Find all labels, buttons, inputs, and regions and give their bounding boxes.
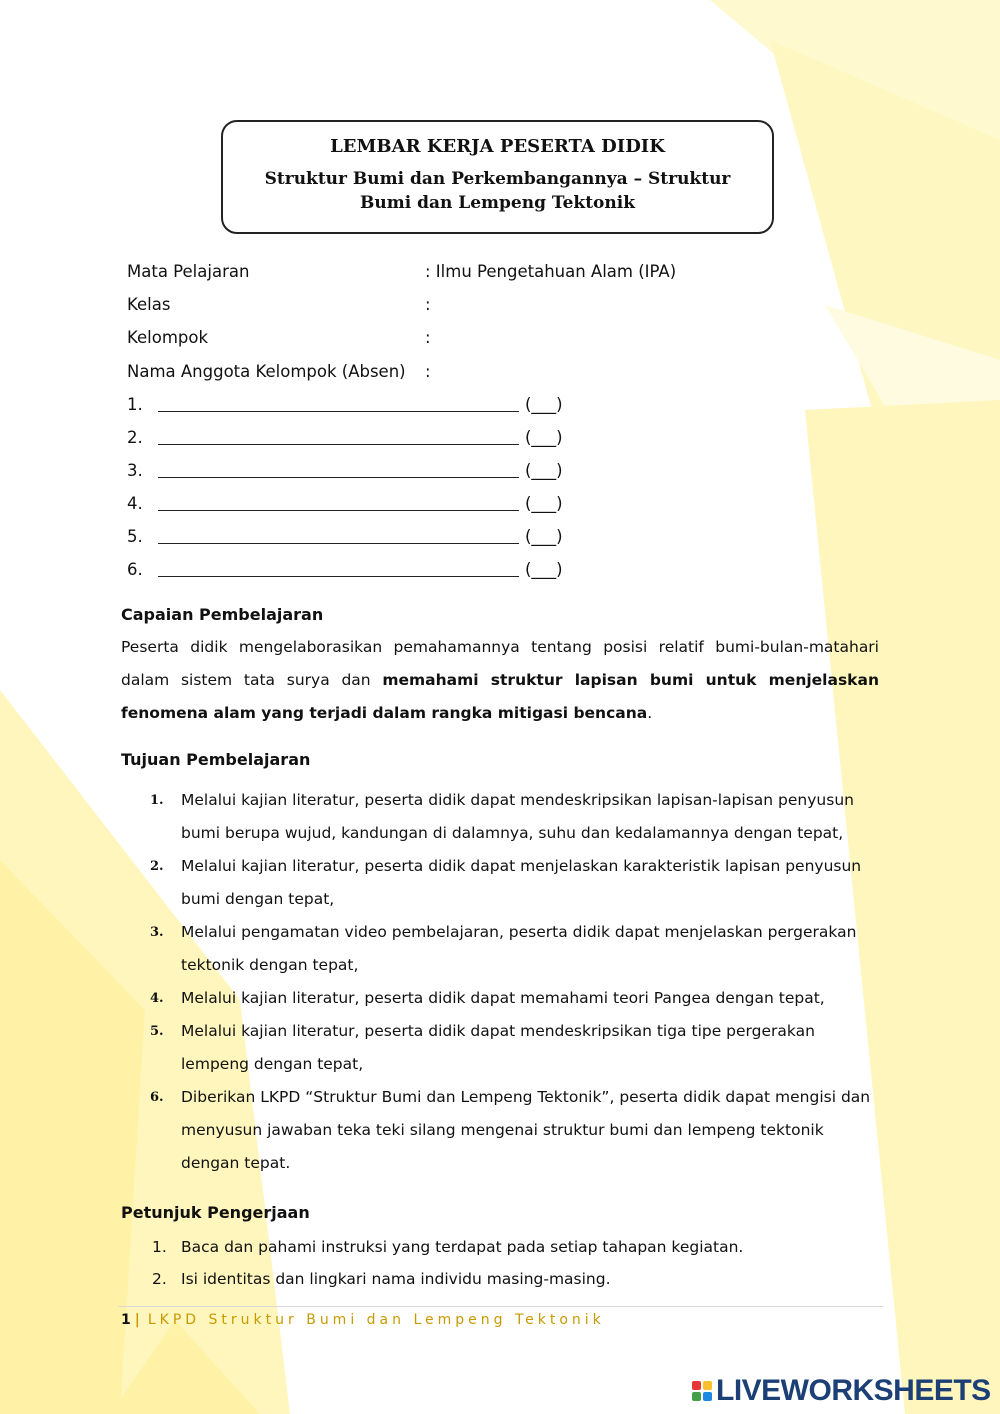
member-name-blank[interactable]	[158, 476, 519, 478]
list-text: Melalui kajian literatur, peserta didik dapat mendeskripsikan tiga tipe pergerakan lempeng dengan tepat,	[181, 1022, 815, 1073]
title-box	[221, 120, 774, 234]
member-absen-blank[interactable]: (___)	[525, 560, 563, 579]
member-number: 4.	[127, 494, 143, 513]
list-text: Baca dan pahami instruksi yang terdapat pada setiap tahapan kegiatan.	[181, 1238, 744, 1256]
member-row	[127, 494, 563, 514]
icon-square	[703, 1381, 712, 1390]
member-row	[127, 560, 563, 580]
member-row	[127, 527, 563, 547]
list-number: 2.	[150, 859, 164, 874]
member-number: 2.	[127, 428, 143, 447]
capaian-heading: Capaian Pembelajaran	[121, 605, 324, 624]
icon-square	[692, 1381, 701, 1390]
identity-row-class	[127, 295, 431, 315]
footer-separator: |	[134, 1312, 140, 1328]
member-number: 3.	[127, 461, 143, 480]
liveworksheets-logo[interactable]	[692, 1374, 991, 1408]
member-number: 5.	[127, 527, 143, 546]
capaian-emphasis: memahami struktur lapisan bumi untuk menjelaskan fenomena alam yang terjadi dalam rangka mitigasi bencana	[121, 671, 879, 722]
member-name-blank[interactable]	[158, 509, 519, 511]
member-number: 6.	[127, 560, 143, 579]
identity-row-group	[127, 328, 431, 348]
petunjuk-heading: Petunjuk Pengerjaan	[121, 1203, 310, 1222]
identity-label: Kelompok	[127, 328, 209, 347]
member-absen-blank[interactable]: (___)	[525, 461, 563, 480]
list-number: 1.	[150, 793, 164, 808]
tujuan-heading: Tujuan Pembelajaran	[121, 750, 311, 769]
identity-row-subject	[127, 262, 676, 282]
list-text: Diberikan LKPD “Struktur Bumi dan Lempeng Tektonik”, peserta didik dapat mengisi dan menyusun jawaban teka teki silang mengenai struktur bumi dan lempeng tektonik dengan tepat.	[181, 1088, 871, 1172]
liveworksheets-icon	[692, 1381, 712, 1401]
identity-label: Kelas	[127, 295, 171, 314]
list-number: 4.	[150, 991, 164, 1006]
list-item	[150, 1015, 880, 1081]
list-item	[150, 1081, 880, 1180]
icon-square	[703, 1392, 712, 1401]
capaian-paragraph	[121, 631, 879, 730]
footer-title: LKPD Struktur Bumi dan Lempeng Tektonik	[147, 1312, 605, 1328]
identity-value[interactable]: :	[425, 295, 431, 314]
list-item	[150, 850, 880, 916]
identity-label: Mata Pelajaran	[127, 262, 250, 281]
capaian-text: dalam sistem tata surya dan	[121, 671, 383, 689]
member-number: 1.	[127, 395, 143, 414]
list-text: Melalui kajian literatur, peserta didik dapat memahami teori Pangea dengan tepat,	[181, 989, 825, 1007]
list-item	[152, 1263, 743, 1295]
brand-name: LIVEWORKSHEETS	[716, 1374, 991, 1407]
list-text: Melalui kajian literatur, peserta didik dapat mendeskripsikan lapisan-lapisan penyusun bumi berupa wujud, kandungan di dalamnya, suhu dan kedalamannya dengan tepat,	[181, 791, 854, 842]
list-number: 2.	[152, 1270, 167, 1288]
list-number: 5.	[150, 1024, 164, 1039]
list-text: Melalui kajian literatur, peserta didik dapat menjelaskan karakteristik lapisan penyusun bumi dengan tepat,	[181, 857, 862, 908]
member-name-blank[interactable]	[158, 542, 519, 544]
member-absen-blank[interactable]: (___)	[525, 395, 563, 414]
worksheet-subtitle: Struktur Bumi dan Perkembangannya – Struktur Bumi dan Lempeng Tektonik	[264, 169, 731, 213]
list-item	[152, 1231, 743, 1263]
identity-label: Nama Anggota Kelompok (Absen)	[127, 362, 406, 381]
page-footer	[121, 1312, 605, 1328]
member-absen-blank[interactable]: (___)	[525, 428, 563, 447]
capaian-line-1: Peserta didik mengelaborasikan pemahamannya tentang posisi relatif bumi-bulan-matahari	[121, 638, 879, 656]
icon-square	[692, 1392, 701, 1401]
list-text: Melalui pengamatan video pembelajaran, peserta didik dapat menjelaskan pergerakan tektonik dengan tepat,	[181, 923, 857, 974]
tujuan-list	[150, 784, 880, 1180]
member-name-blank[interactable]	[158, 410, 519, 412]
capaian-end: .	[647, 704, 653, 722]
member-name-blank[interactable]	[158, 443, 519, 445]
member-row	[127, 395, 563, 415]
list-number: 6.	[150, 1090, 164, 1105]
worksheet-title: LEMBAR KERJA PESERTA DIDIK	[330, 136, 665, 157]
identity-value[interactable]: :	[425, 328, 431, 347]
petunjuk-list	[152, 1231, 743, 1295]
member-row	[127, 461, 563, 481]
member-row	[127, 428, 563, 448]
list-number: 3.	[150, 925, 164, 940]
footer-divider	[118, 1306, 883, 1307]
list-item	[150, 784, 880, 850]
member-absen-blank[interactable]: (___)	[525, 494, 563, 513]
list-item	[150, 916, 880, 982]
list-text: Isi identitas dan lingkari nama individu masing-masing.	[181, 1270, 611, 1288]
identity-row-members	[127, 362, 431, 382]
identity-value[interactable]: :	[425, 362, 431, 381]
member-name-blank[interactable]	[158, 575, 519, 577]
list-item	[150, 982, 880, 1015]
page-number: 1	[121, 1312, 131, 1328]
identity-value[interactable]: : Ilmu Pengetahuan Alam (IPA)	[425, 262, 677, 281]
member-absen-blank[interactable]: (___)	[525, 527, 563, 546]
list-number: 1.	[152, 1238, 167, 1256]
